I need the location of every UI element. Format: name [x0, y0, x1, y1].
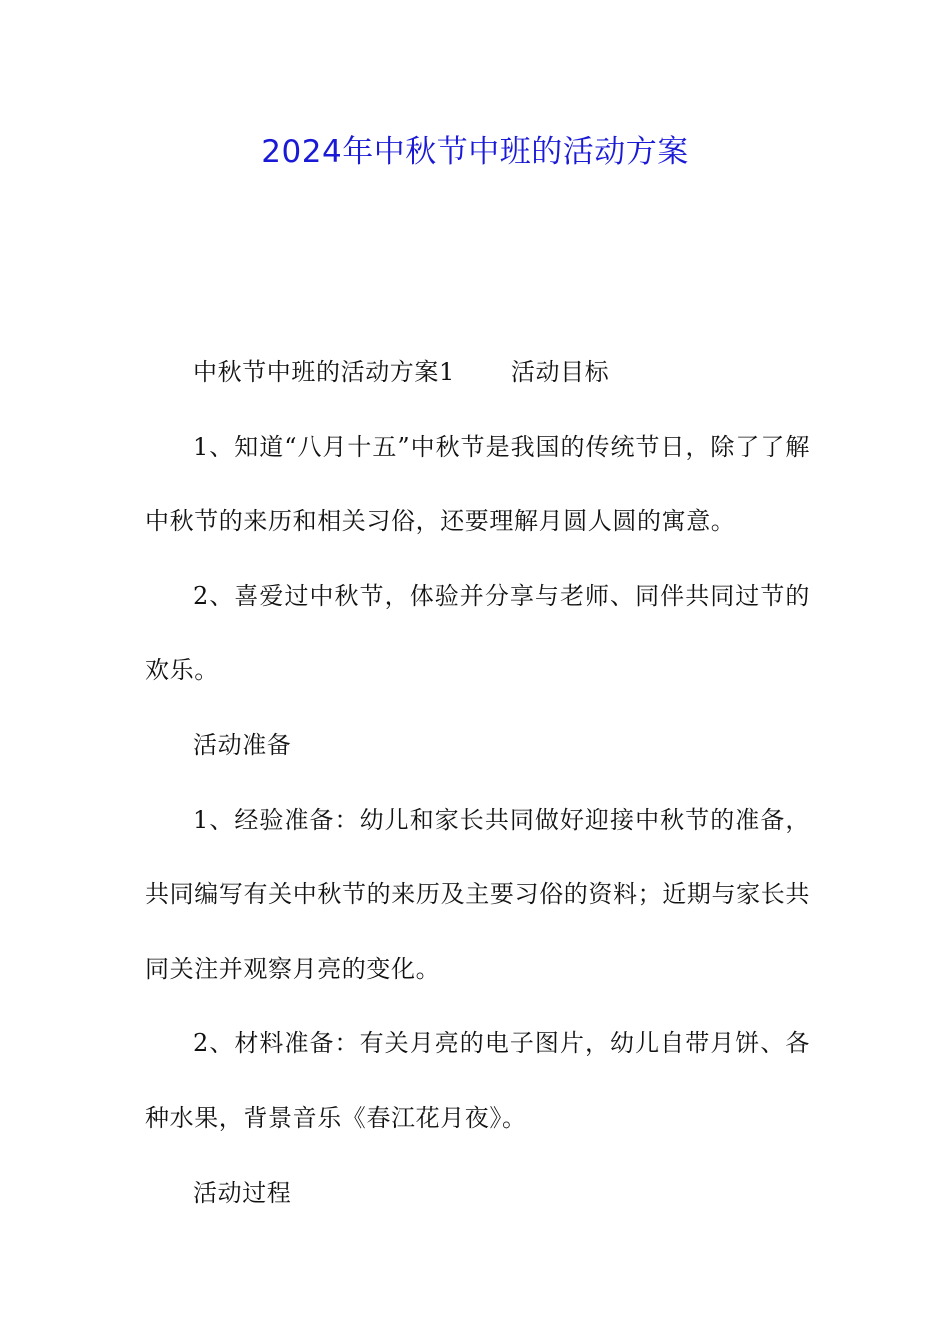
paragraph-goal-2: 2、喜爱过中秋节，体验并分享与老师、同伴共同过节的欢乐。: [145, 581, 810, 685]
paragraph-intro: [145, 335, 810, 410]
paragraph-goal-1: 1、知道“八月十五”中秋节是我国的传统节日，除了了解中秋节的来历和相关习俗，还要理解月圆人圆的寓意。: [145, 432, 810, 536]
paragraph-prep-1: 1、经验准备：幼儿和家长共同做好迎接中秋节的准备，共同编写有关中秋节的来历及主要习俗的资料；近期与家长共同关注并观察月亮的变化。: [145, 805, 810, 983]
goal-heading: 活动目标: [510, 358, 610, 386]
document-body: [145, 335, 810, 1230]
paragraph-prep-2: 2、材料准备：有关月亮的电子图片，幼儿自带月饼、各种水果，背景音乐《春江花月夜》。: [145, 1029, 810, 1132]
heading-preparation: 活动准备: [193, 730, 292, 759]
heading-process: 活动过程: [193, 1178, 292, 1207]
document-title: 2024年中秋节中班的活动方案: [261, 134, 689, 170]
plan-label: 中秋节中班的活动方案1: [193, 358, 455, 386]
